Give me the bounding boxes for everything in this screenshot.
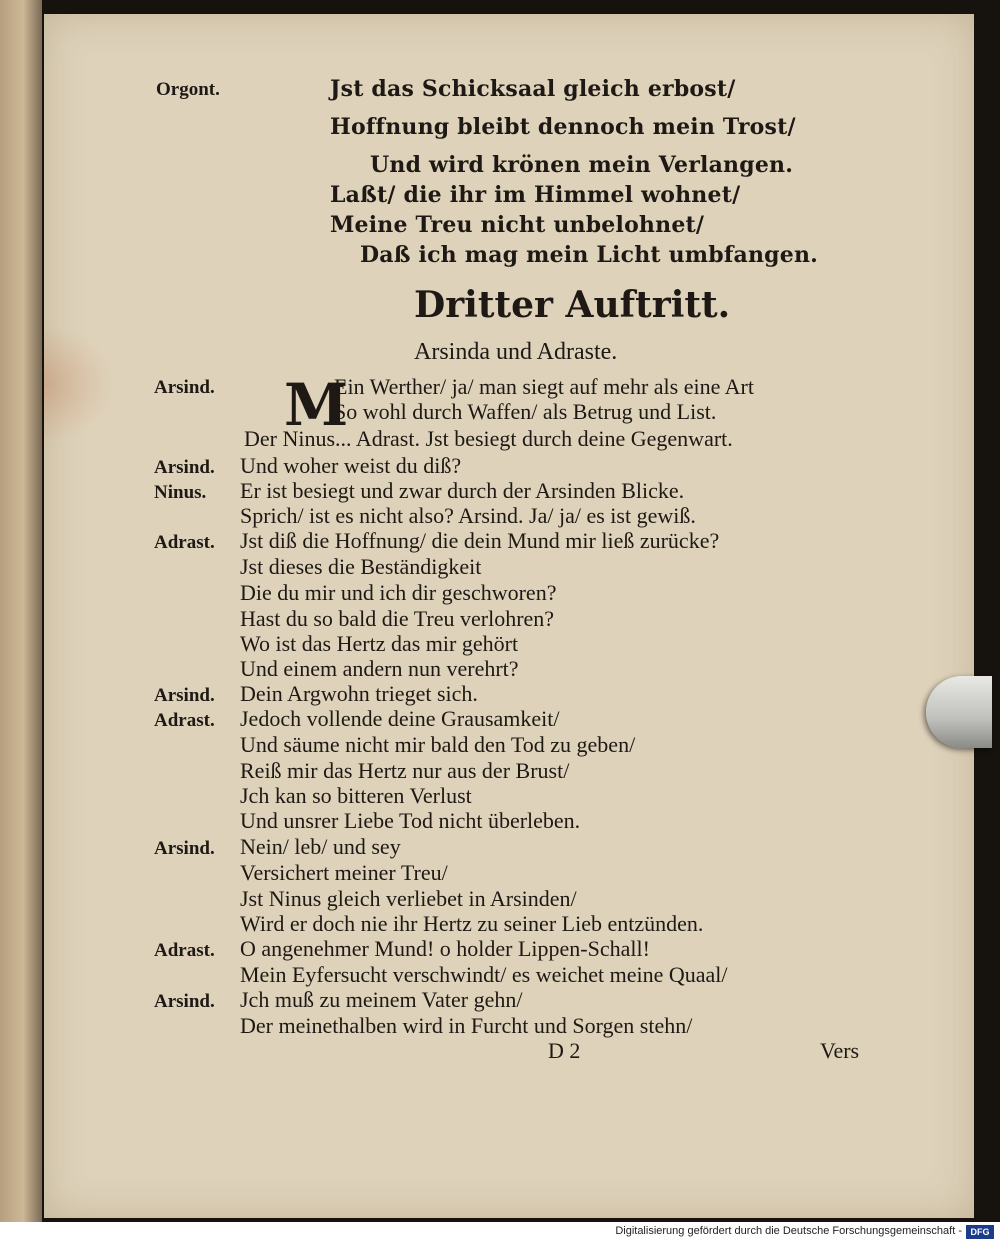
dialog-line: Und säume nicht mir bald den Tod zu geben/ bbox=[240, 732, 636, 757]
previous-page-edge bbox=[0, 0, 42, 1222]
dialog-line: Dein Argwohn trieget sich. bbox=[240, 681, 478, 706]
dialog-line: Reiß mir das Hertz nur aus der Brust/ bbox=[240, 758, 570, 783]
page-stain bbox=[44, 324, 114, 444]
speaker-label: Arsind. bbox=[154, 685, 215, 706]
dialog-line: Ein Werther/ ja/ man siegt auf mehr als eine Art bbox=[334, 374, 754, 399]
speaker-label: Arsind. bbox=[154, 991, 215, 1012]
dialog-line: Jch kan so bitteren Verlust bbox=[240, 783, 472, 808]
dialog-line: Der meinethalben wird in Furcht und Sorgen stehn/ bbox=[240, 1013, 693, 1038]
dialog-line: Sprich/ ist es nicht also? Arsind. Ja/ ja/ es ist gewiß. bbox=[240, 503, 696, 528]
aria-line: Meine Treu nicht unbelohnet/ bbox=[330, 212, 705, 238]
aria-line: Hoffnung bleibt dennoch mein Trost/ bbox=[330, 114, 796, 140]
dialog-line: Nein/ leb/ und sey bbox=[240, 834, 401, 859]
speaker-label: Adrast. bbox=[154, 710, 215, 731]
dialog-line: Die du mir und ich dir geschworen? bbox=[240, 580, 557, 605]
catchword: Vers bbox=[820, 1038, 860, 1063]
speaker-label: Adrast. bbox=[154, 532, 215, 553]
scene-title: Dritter Auftritt. bbox=[414, 284, 731, 326]
aria-line: Laßt/ die ihr im Himmel wohnet/ bbox=[330, 182, 741, 208]
dialog-line: Jst dieses die Beständigkeit bbox=[240, 554, 482, 579]
speaker-label: Arsind. bbox=[154, 377, 215, 398]
dialog-line: Jst Ninus gleich verliebet in Arsinden/ bbox=[240, 886, 577, 911]
dialog-line: Und unsrer Liebe Tod nicht überleben. bbox=[240, 808, 581, 833]
dialog-line: Wo ist das Hertz das mir gehört bbox=[240, 631, 519, 656]
dialog-line: Jch muß zu meinem Vater gehn/ bbox=[240, 987, 523, 1012]
dialog-line: Jedoch vollende deine Grausamkeit/ bbox=[240, 706, 560, 731]
speaker-label: Arsind. bbox=[154, 457, 215, 478]
speaker-label: Arsind. bbox=[154, 838, 215, 859]
aria-line: Daß ich mag mein Licht umbfangen. bbox=[360, 242, 819, 268]
signature-mark: D 2 bbox=[548, 1038, 581, 1063]
dialog-line: Und einem andern nun verehrt? bbox=[240, 656, 519, 681]
page-clip bbox=[926, 676, 992, 748]
book-page bbox=[44, 14, 974, 1218]
aria-line: Jst das Schicksaal gleich erbost/ bbox=[330, 76, 736, 102]
dfg-logo-icon: DFG bbox=[966, 1225, 994, 1239]
footer-bar bbox=[0, 1222, 1000, 1242]
dialog-line: Er ist besiegt und zwar durch der Arsinden Blicke. bbox=[240, 478, 685, 503]
dialog-line: Mein Eyfersucht verschwindt/ es weichet meine Quaal/ bbox=[240, 962, 728, 987]
speaker-orgont: Orgont. bbox=[156, 79, 220, 100]
dialog-line: Hast du so bald die Treu verlohren? bbox=[240, 606, 555, 631]
drop-cap: M bbox=[284, 371, 349, 439]
dialog-line: So wohl durch Waffen/ als Betrug und List. bbox=[334, 399, 717, 424]
speaker-label: Adrast. bbox=[154, 940, 215, 961]
footer-credit: Digitalisierung gefördert durch die Deutsche Forschungsgemeinschaft - bbox=[615, 1225, 962, 1237]
dialog-line: Wird er doch nie ihr Hertz zu seiner Lieb entzünden. bbox=[240, 911, 704, 936]
speaker-label: Ninus. bbox=[154, 482, 207, 503]
dialog-line: Und woher weist du diß? bbox=[240, 453, 462, 478]
dialog-line: Der Ninus... Adrast. Jst besiegt durch deine Gegenwart. bbox=[244, 426, 733, 451]
dialog-line: Versichert meiner Treu/ bbox=[240, 860, 448, 885]
dialog-line: O angenehmer Mund! o holder Lippen-Schall! bbox=[240, 936, 650, 961]
dialog-line: Jst diß die Hoffnung/ die dein Mund mir ließ zurücke? bbox=[240, 528, 720, 553]
scene-characters: Arsinda und Adraste. bbox=[414, 339, 618, 365]
aria-line: Und wird krönen mein Verlangen. bbox=[370, 152, 794, 178]
